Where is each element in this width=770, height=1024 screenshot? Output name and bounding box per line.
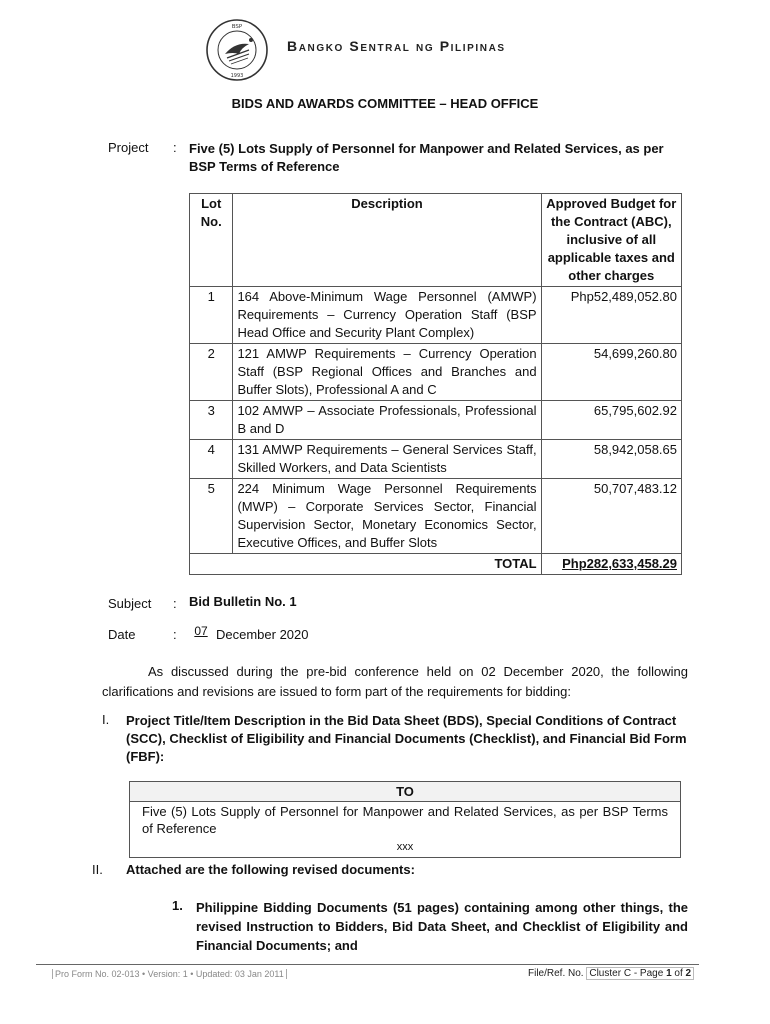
to-header: TO — [130, 782, 681, 802]
lot-abc: 50,707,483.12 — [541, 479, 681, 554]
section-1-numeral: I. — [102, 712, 110, 727]
agency-name: Bangko Sentral ng Pilipinas — [287, 38, 506, 54]
intro-paragraph: As discussed during the pre-bid conference held on 02 December 2020, the following clarifications and revisions are issued to form part of the requirements for bidding: — [102, 664, 688, 699]
lot-description: 164 Above-Minimum Wage Personnel (AMWP) Requirements – Currency Operation Staff (BSP Head Office and Security Plant Complex) — [233, 287, 541, 344]
table-total-row — [190, 554, 682, 575]
lot-number: 3 — [190, 401, 233, 440]
svg-text:1993: 1993 — [230, 73, 244, 79]
footer-page-of: of — [671, 968, 686, 979]
footer-page-prefix: - Page — [631, 968, 667, 979]
lot-description: 131 AMWP Requirements – General Services Staff, Skilled Workers, and Data Scientists — [233, 440, 541, 479]
table-row — [190, 344, 682, 401]
to-table — [129, 781, 681, 858]
footer-form-info: Pro Form No. 02-013 • Version: 1 • Updated: 03 Jan 2011 — [52, 969, 287, 979]
header-lot-no: Lot No. — [190, 194, 233, 287]
to-footer: xxx — [130, 838, 681, 858]
office-title: BIDS AND AWARDS COMMITTEE – HEAD OFFICE — [231, 96, 539, 111]
footer-page-info — [528, 968, 694, 979]
lot-number: 1 — [190, 287, 233, 344]
lot-abc: 65,795,602.92 — [541, 401, 681, 440]
svg-text:BSP: BSP — [231, 24, 243, 30]
date-label: Date — [108, 627, 136, 642]
table-row — [190, 479, 682, 554]
project-label: Project — [108, 140, 149, 155]
date-colon: : — [173, 627, 177, 642]
section-1-heading: Project Title/Item Description in the Bid Data Sheet (BDS), Special Conditions of Contract (SCC), Checklist of Eligibility and Financial Documents (Checklist), and Financial Bid Form (FBF): — [126, 713, 687, 764]
lot-number: 4 — [190, 440, 233, 479]
header-description: Description — [233, 194, 541, 287]
lot-description: 224 Minimum Wage Personnel Requirements (MWP) – Corporate Services Sector, Financial Supervision Sector, Monetary Economics Sector, Executive Offices, and Buffer Slots — [233, 479, 541, 554]
table-row — [190, 440, 682, 479]
footer-divider — [36, 964, 699, 965]
table-row — [190, 401, 682, 440]
lots-table — [189, 193, 682, 575]
lot-abc: Php52,489,052.80 — [541, 287, 681, 344]
footer-page-total: 2 — [685, 968, 692, 979]
lots-table-header-row — [190, 194, 682, 287]
subject-colon: : — [173, 596, 177, 611]
total-value: Php282,633,458.29 — [541, 554, 681, 575]
footer-ref-value: Cluster C — [589, 968, 632, 979]
to-body: Five (5) Lots Supply of Personnel for Manpower and Related Services, as per BSP Terms of Reference — [130, 802, 681, 839]
list-item: Philippine Bidding Documents (51 pages) containing among other things, the revised Instruction to Bidders, Bid Data Sheet, and Checklist of Eligibility and Financial Documents; and — [196, 900, 688, 953]
lot-description: 121 AMWP Requirements – Currency Operation Staff (BSP Regional Offices and Branches and Buffer Slots), Professional A and C — [233, 344, 541, 401]
lot-abc: 54,699,260.80 — [541, 344, 681, 401]
project-title: Five (5) Lots Supply of Personnel for Manpower and Related Services, as per BSP Terms of Reference — [189, 141, 664, 174]
total-label: TOTAL — [190, 554, 542, 575]
section-2-heading: Attached are the following revised documents: — [126, 862, 415, 877]
list-item-number: 1. — [172, 898, 183, 913]
date-month-year: December 2020 — [216, 627, 309, 642]
lot-number: 2 — [190, 344, 233, 401]
project-colon: : — [173, 140, 177, 155]
table-row — [190, 287, 682, 344]
bsp-seal-logo — [205, 18, 269, 82]
lot-abc: 58,942,058.65 — [541, 440, 681, 479]
header-abc: Approved Budget for the Contract (ABC), inclusive of all applicable taxes and other charges — [541, 194, 681, 287]
lot-number: 5 — [190, 479, 233, 554]
footer-ref-label: File/Ref. No. — [528, 968, 584, 979]
lot-description: 102 AMWP – Associate Professionals, Professional B and D — [233, 401, 541, 440]
subject-text: Bid Bulletin No. 1 — [189, 594, 297, 609]
date-day: 07 — [194, 624, 208, 638]
footer-page-current: 1 — [666, 968, 672, 979]
section-2-numeral: II. — [92, 862, 103, 877]
subject-label: Subject — [108, 596, 152, 611]
